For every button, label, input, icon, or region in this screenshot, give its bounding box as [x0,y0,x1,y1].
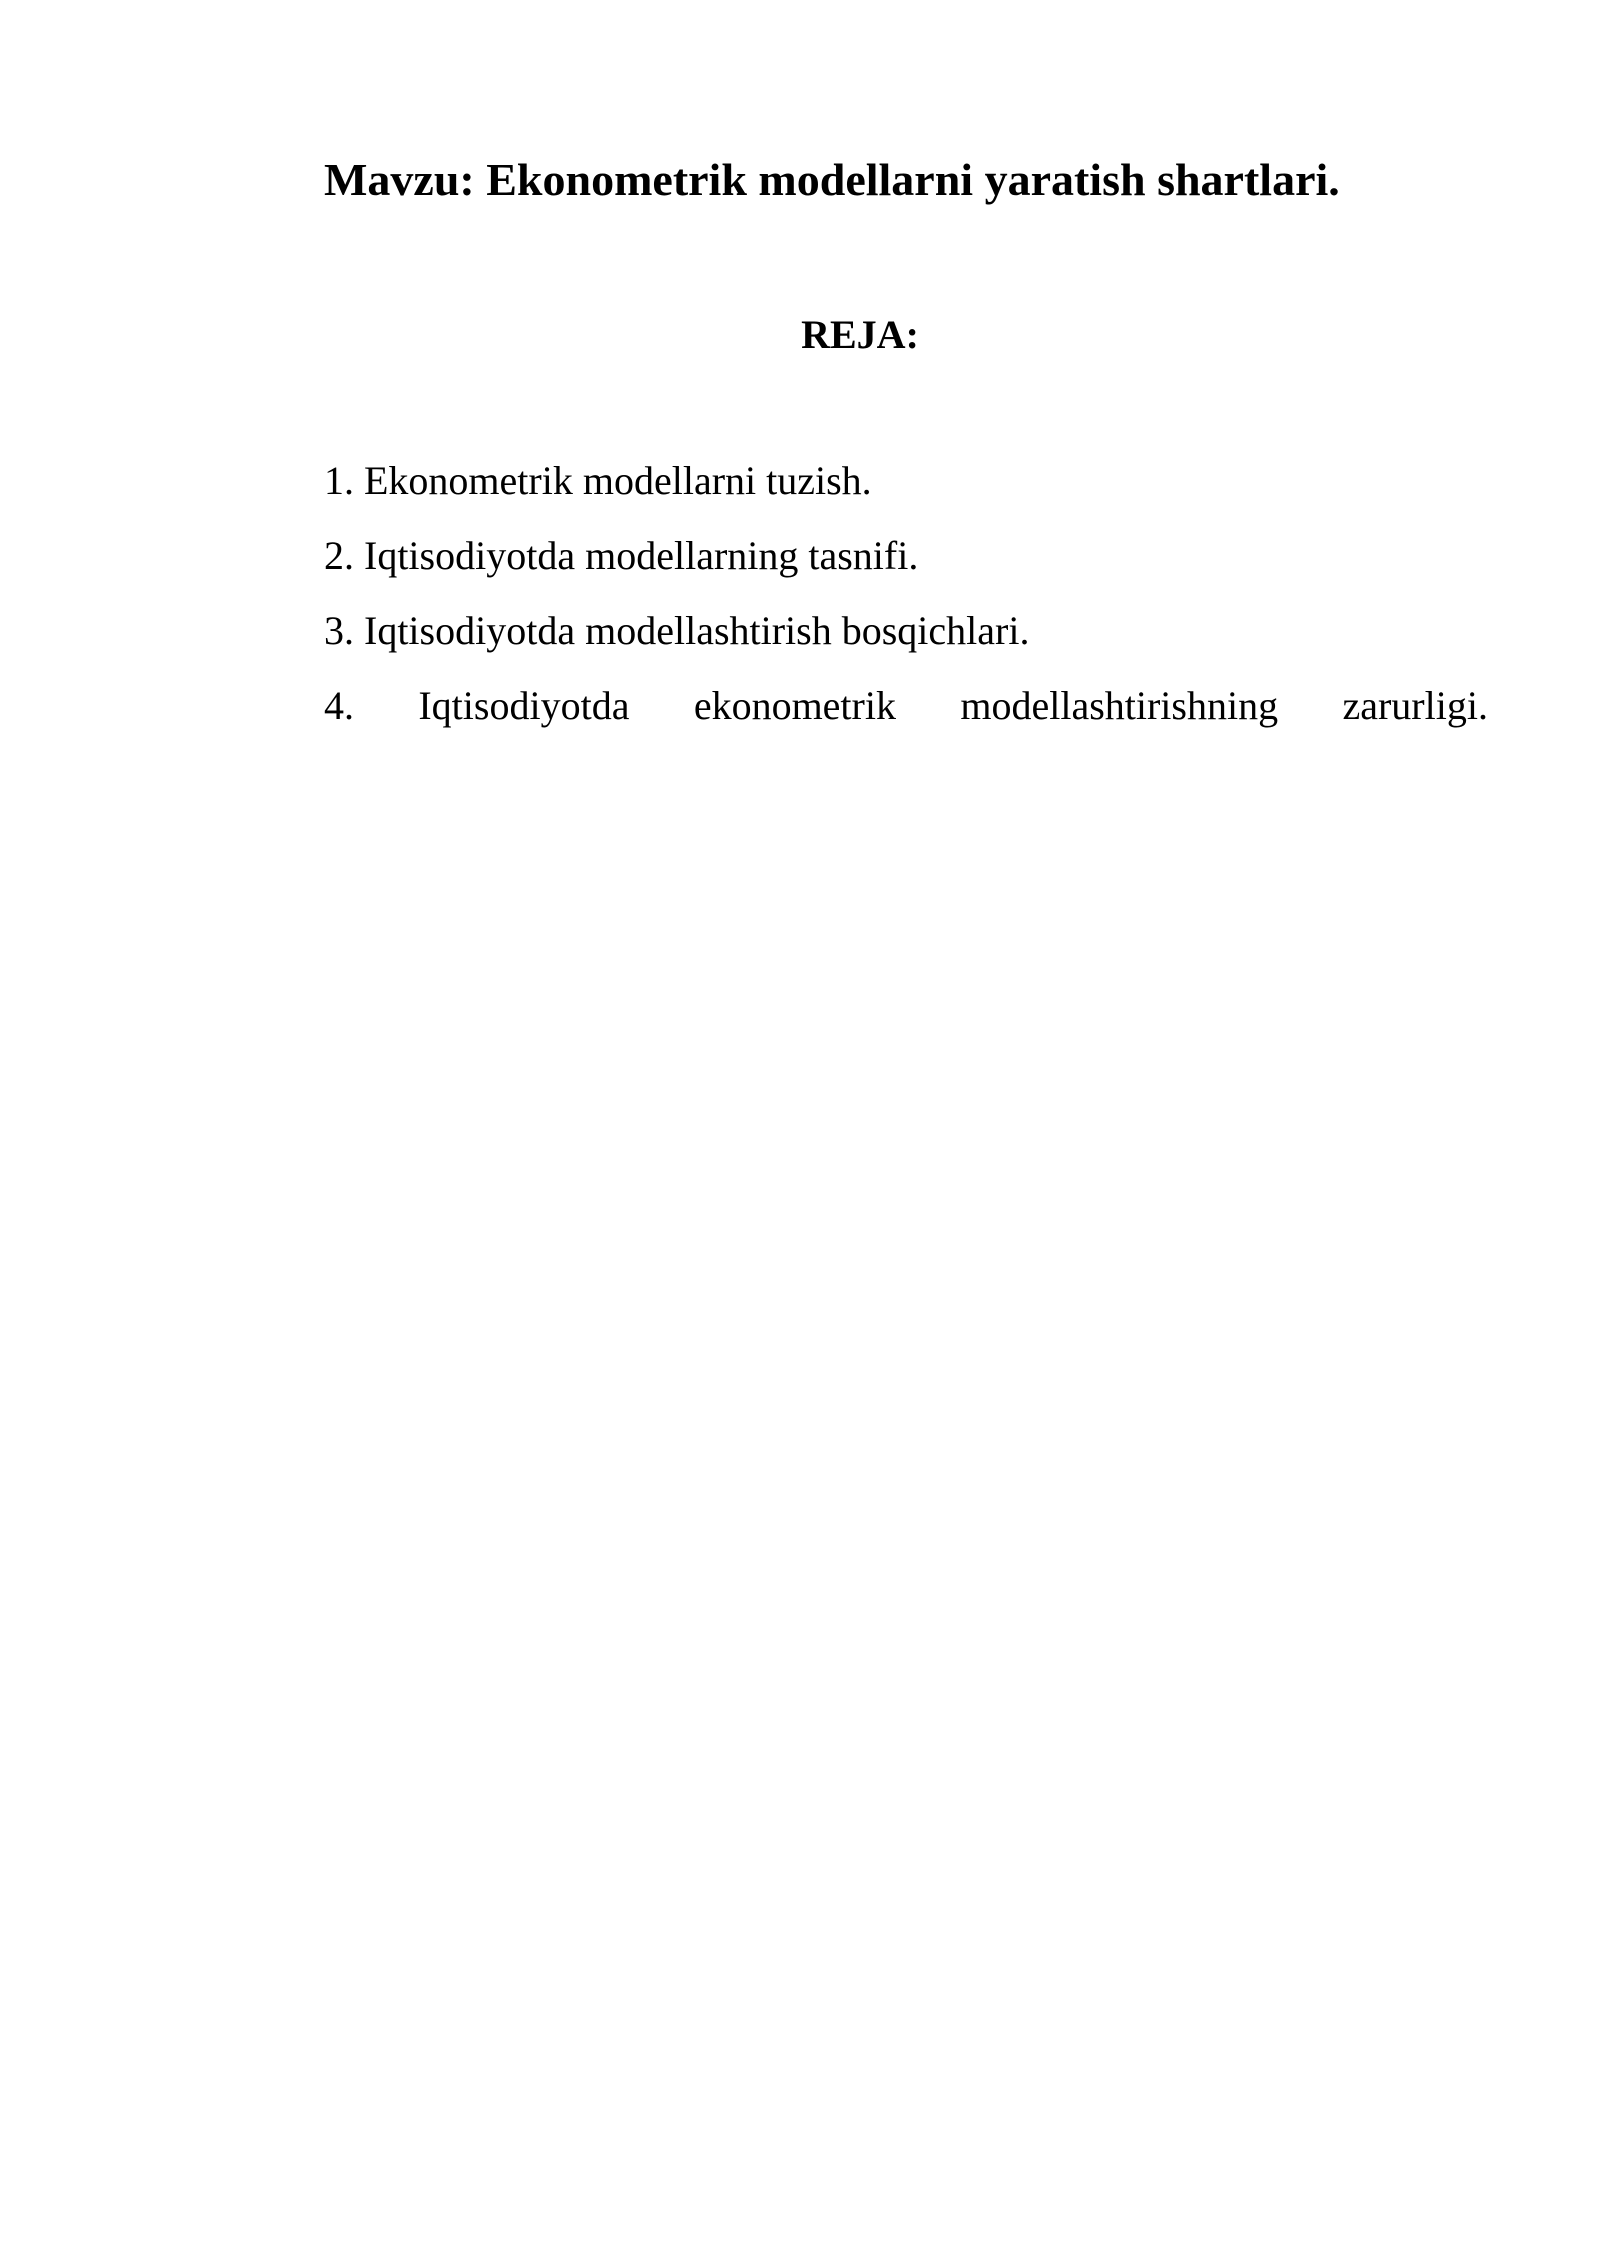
plan-item-4-number: 4. [324,683,354,728]
plan-item-2: 2. Iqtisodiyotda modellarning tasnifi. [324,533,919,578]
plan-item-4 [324,681,1488,731]
plan-heading: REJA: [801,312,919,357]
document-title: Mavzu: Ekonometrik modellarni yaratish shartlari. [324,154,1340,205]
plan-item-3: 3. Iqtisodiyotda modellashtirish bosqichlari. [324,608,1030,653]
plan-list [324,456,1488,756]
plan-item-1: 1. Ekonometrik modellarni tuzish. [324,458,872,503]
plan-item-4-word: modellashtirishning [960,683,1279,728]
plan-item-4-word: Iqtisodiyotda [418,683,630,728]
plan-item-4-word: ekonometrik [693,683,896,728]
plan-item-4-word: zarurligi. [1342,683,1488,728]
